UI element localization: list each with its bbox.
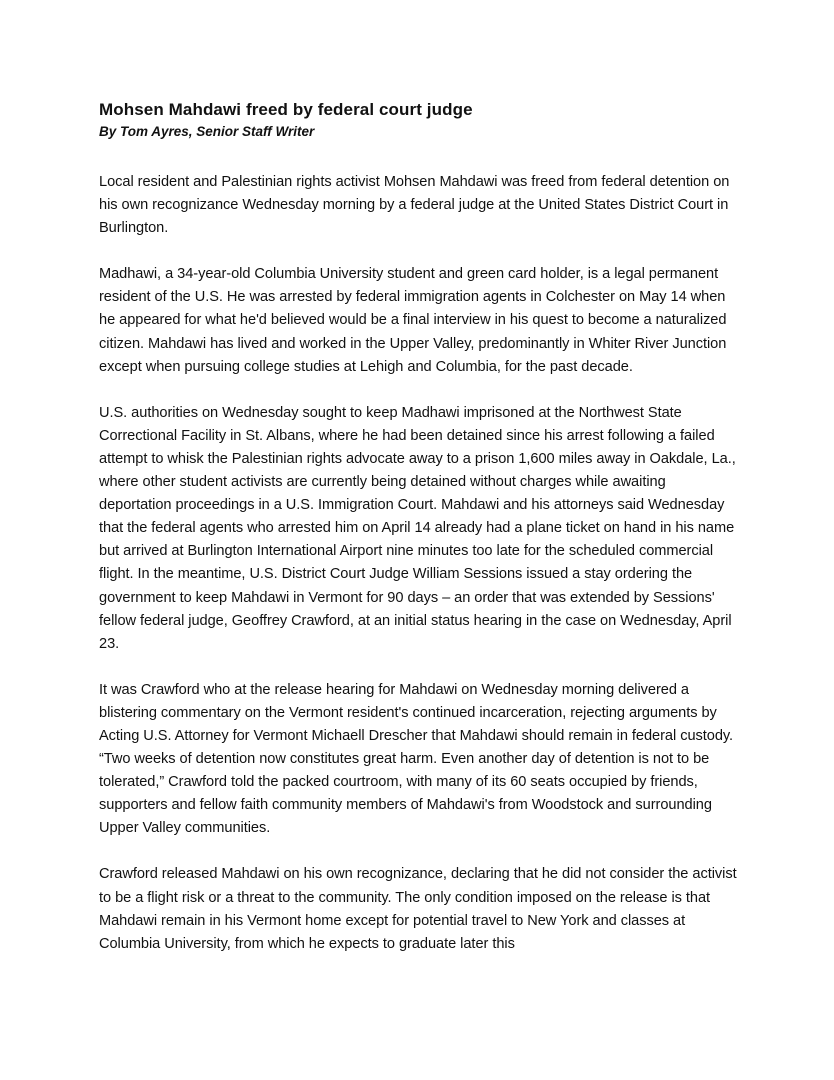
- article-paragraph-2: Madhawi, a 34-year-old Columbia University student and green card holder, is a legal permanent resident of the U.S. He was arrested by federal immigration agents in Colchester on May 14 when he appeared for what he'd believed would be a final interview in his quest to become a naturalized citizen. Mahdawi has lived and worked in the Upper Valley, predominantly in Whiter River Junction except when pursuing college studies at Lehigh and Columbia, for the past decade.: [99, 266, 727, 375]
- article-paragraph-4: It was Crawford who at the release hearing for Mahdawi on Wednesday morning delivered a blistering commentary on the Vermont resident's continued incarceration, rejecting arguments by Acting U.S. Attorney for Vermont Michaell Drescher that Mahdawi should remain in federal custody. “Two weeks of detention now constitutes great harm. Even another day of detention is not to be tolerated,” Crawford told the packed courtroom, with many of its 60 seats occupied by friends, supporters and fellow faith community members of Mahdawi's from Woodstock and surrounding Upper Valley communities.: [99, 681, 734, 837]
- document-page: [99, 98, 739, 979]
- article-paragraph-5: Crawford released Mahdawi on his own recognizance, declaring that he did not consider the activist to be a flight risk or a threat to the community. The only condition imposed on the release is that Mahdawi remain in his Vermont home except for potential travel to New York and classes at Columbia University, from which he expects to graduate later this: [99, 866, 737, 952]
- article-paragraph-1: Local resident and Palestinian rights activist Mohsen Mahdawi was freed from federal detention on his own recognizance Wednesday morning by a federal judge at the United States District Court in Burlington.: [99, 174, 730, 237]
- article-paragraph-3: U.S. authorities on Wednesday sought to keep Madhawi imprisoned at the Northwest State Correctional Facility in St. Albans, where he had been detained since his arrest following a failed attempt to whisk the Palestinian rights advocate away to a prison 1,600 miles away in Oakdale, La., where other student activists are currently being detained without charges while awaiting deportation proceedings in a U.S. Immigration Court. Mahdawi and his attorneys said Wednesday that the federal agents who arrested him on April 14 already had a plane ticket on hand in his name but arrived at Burlington International Airport nine minutes too late for the scheduled commercial flight. In the meantime, U.S. District Court Judge William Sessions issued a stay ordering the government to keep Mahdawi in Vermont for 90 days – an order that was extended by Sessions' fellow federal judge, Geoffrey Crawford, at an initial status hearing in the case on Wednesday, April 23.: [99, 404, 736, 652]
- article-headline: Mohsen Mahdawi freed by federal court judge: [99, 100, 473, 119]
- article-byline: By Tom Ayres, Senior Staff Writer: [99, 124, 315, 139]
